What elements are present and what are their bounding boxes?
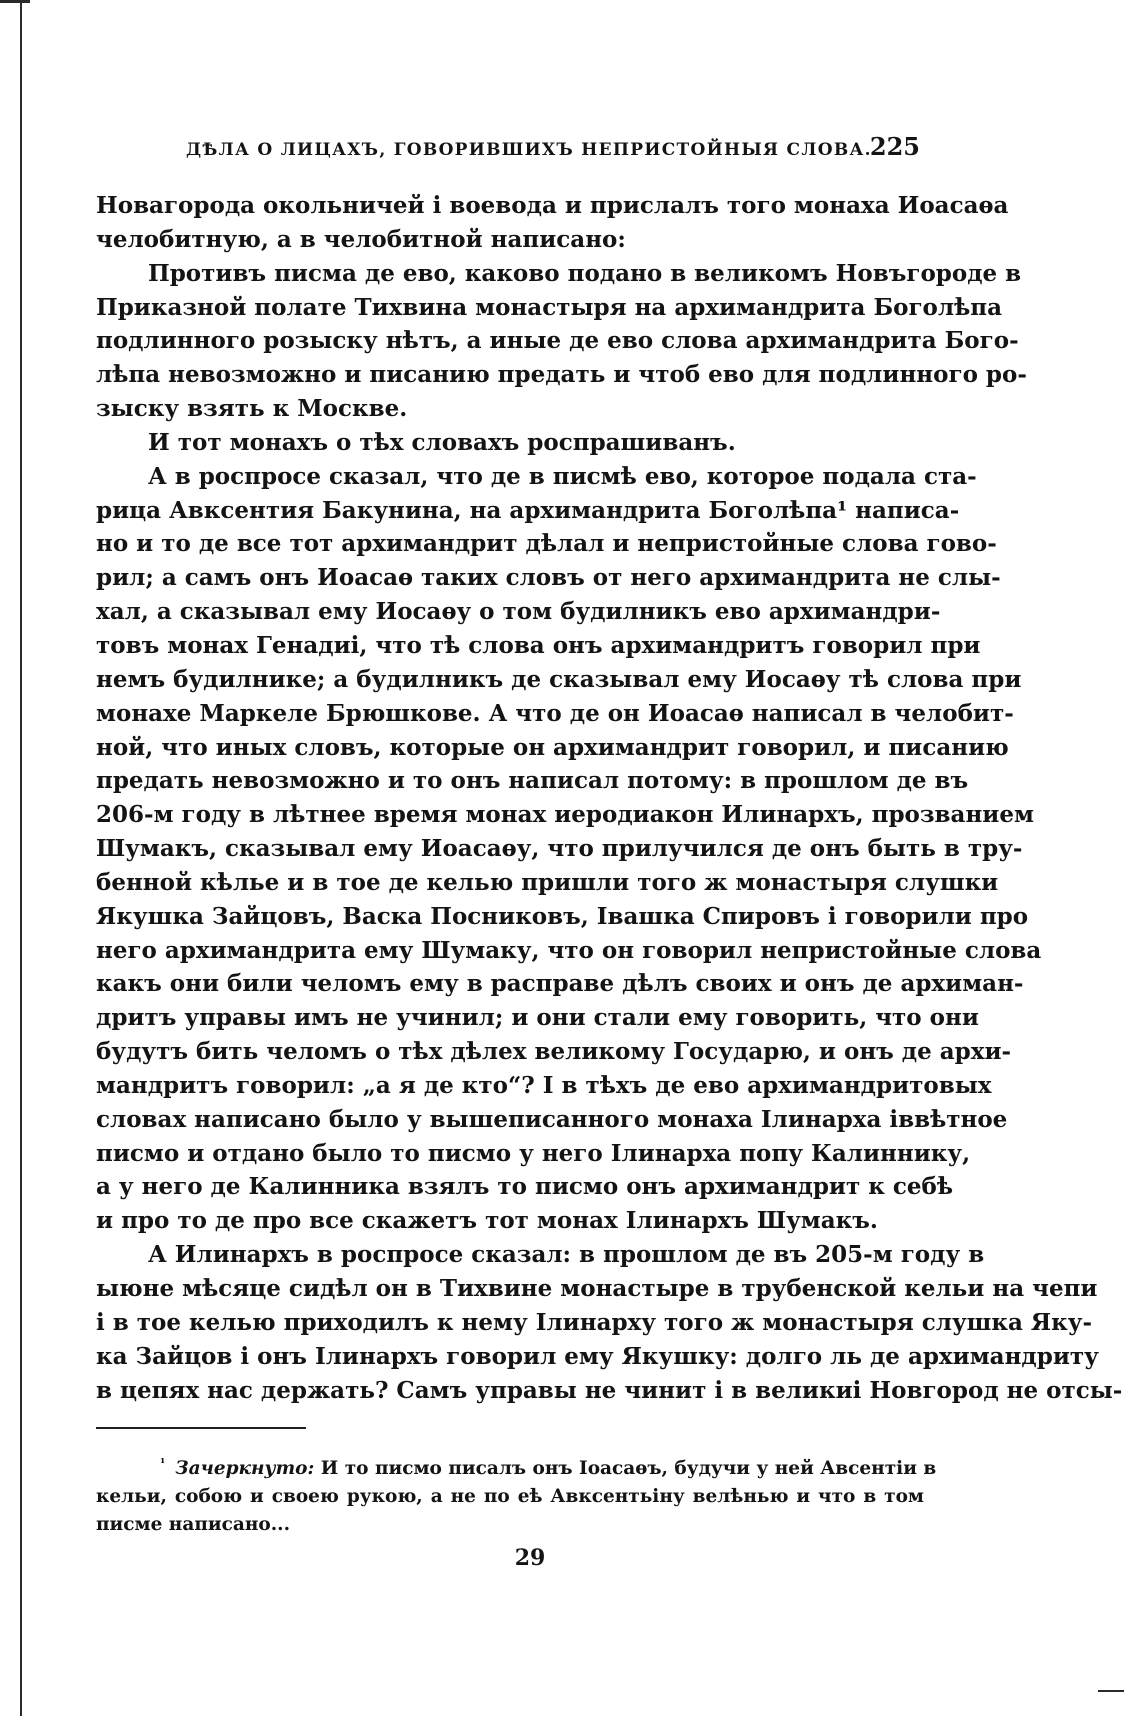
- running-header: [96, 132, 924, 168]
- text-line: Приказной полате Тихвина монастыря на архимандрита Боголѣпа: [96, 293, 1003, 321]
- text-line: товъ монах Генадиі, что тѣ слова онъ архимандритъ говорил при: [96, 631, 981, 659]
- footnote-marker: ¹: [160, 1455, 166, 1470]
- page-edge-tick: [1098, 1690, 1124, 1692]
- text-line: рица Авксентия Бакунина, на архимандрита Боголѣпа¹ написа-: [96, 496, 960, 524]
- footnote-text: И то писмо писалъ онъ Іоасаѳъ, будучи у ней Авсентіи в: [320, 1458, 937, 1479]
- body-text: [96, 189, 1123, 1407]
- text-line: писмо и отдано было то писмо у него Ілинарха попу Калиннику,: [96, 1139, 971, 1167]
- text-line: но и то де все тот архимандрит дѣлал и непристойные слова гово-: [96, 530, 997, 558]
- text-line: И тот монахъ о тѣх словахъ роспрашиванъ.: [148, 428, 736, 456]
- footnote-rule: [96, 1427, 306, 1429]
- text-line: челобитную, а в челобитной написано:: [96, 225, 626, 253]
- text-line: монахе Маркеле Брюшкове. А что де он Иоасаѳ написал в челобит-: [96, 699, 1014, 727]
- scan-corner-mark: [0, 0, 30, 3]
- text-line: в цепях нас держать? Самъ управы не чинит і в великиі Новгород не отсы-: [96, 1376, 1123, 1404]
- page-number: 225: [869, 132, 920, 161]
- text-line: мандритъ говорил: „а я де кто“? І в тѣхъ де ево архимандритовых: [96, 1071, 992, 1099]
- footnote-line: кельи, собою и своею рукою, а не по еѣ Авксентьіну велѣнью и что в том: [96, 1486, 924, 1507]
- text-line: лѣпа невозможно и писанию предать и чтоб ево для подлинного ро-: [96, 361, 1027, 389]
- text-line: 206-м году в лѣтнее время монах иеродиакон Илинархъ, прозванием: [96, 801, 1034, 829]
- text-line: Якушка Зайцовъ, Васка Посниковъ, Івашка Спировъ і говорили про: [96, 902, 1029, 930]
- footnote: [96, 1455, 937, 1539]
- text-line: бенной кѣлье и в тое де келью пришли того ж монастыря слушки: [96, 868, 999, 896]
- text-line: рил; а самъ онъ Иоасаѳ таких словъ от него архимандрита не слы-: [96, 564, 1001, 592]
- text-line: Противъ писма де ево, каково подано в великомъ Новъгороде в: [148, 259, 1022, 287]
- text-line: А в роспросе сказал, что де в писмѣ ево, которое подала ста-: [148, 462, 977, 490]
- page-edge-line: [20, 0, 22, 1716]
- text-line: словах написано было у вышеписанного монаха Ілинарха іввѣтное: [96, 1105, 1008, 1133]
- text-line: ка Зайцов і онъ Ілинархъ говорил ему Якушку: долго ль де архимандриту: [96, 1342, 1099, 1370]
- text-line: Новагорода окольничей і воевода и прислалъ того монаха Иоасаѳа: [96, 192, 1009, 219]
- text-line: хал, а сказывал ему Иосаѳу о том будилникъ ево архимандри-: [96, 598, 941, 626]
- text-line: предать невозможно и то онъ написал потому: в прошлом де въ: [96, 767, 969, 795]
- text-line: дритъ управы имъ не учинил; и они стали ему говорить, что они: [96, 1004, 979, 1032]
- text-line: какъ они били челомъ ему в расправе дѣлъ своих и онъ де архиман-: [96, 970, 1024, 998]
- text-line: будутъ бить челомъ о тѣх дѣлех великому Государю, и онъ де архи-: [96, 1038, 1012, 1066]
- footnote-line: [96, 1455, 937, 1483]
- text-line: ной, что иных словъ, которые он архимандрит говорил, и писанию: [96, 733, 1009, 761]
- text-line: ыюне мѣсяце сидѣл он в Тихвине монастыре в трубенской кельи на чепи: [96, 1275, 1098, 1302]
- running-title: ДѢЛА О ЛИЦАХЪ, ГОВОРИВШИХЪ НЕПРИСТОЙНЫЯ СЛОВА.: [186, 140, 872, 160]
- text-line: зыску взять к Москве.: [96, 395, 408, 423]
- signature-mark: 29: [514, 1545, 546, 1571]
- text-line: подлинного розыску нѣтъ, а иные де ево слова архимандрита Бого-: [96, 327, 1019, 355]
- footnote-line: писме написано...: [96, 1514, 291, 1535]
- text-line: него архимандрита ему Шумаку, что он говорил непристойные слова: [96, 936, 1042, 964]
- text-line: Шумакъ, сказывал ему Иоасаѳу, что прилучился де онъ быть в тру-: [96, 835, 1023, 863]
- text-line: немъ будилнике; а будилникъ де сказывал ему Иосаѳу тѣ слова при: [96, 665, 1022, 693]
- text-line: А Илинархъ в роспросе сказал: в прошлом де въ 205-м году в: [148, 1241, 985, 1269]
- text-line: а у него де Калинника взялъ то писмо онъ архимандрит к себѣ: [96, 1173, 954, 1201]
- text-line: і в тое келью приходилъ к нему Ілинарху того ж монастыря слушка Яку-: [96, 1308, 1093, 1336]
- text-line: и про то де про все скажетъ тот монах Ілинархъ Шумакъ.: [96, 1207, 878, 1235]
- footnote-label: Зачеркнуто:: [175, 1458, 315, 1479]
